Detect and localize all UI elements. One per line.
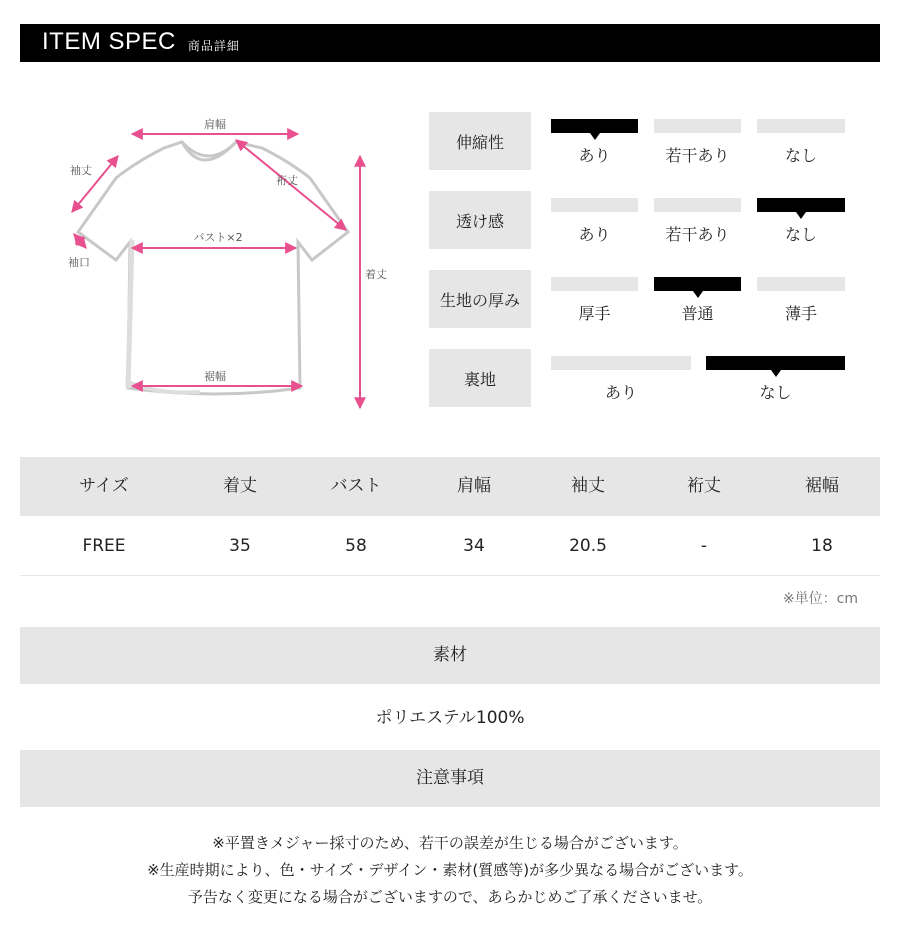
option-text: 薄手 (784, 304, 817, 323)
option-text: なし (759, 383, 792, 402)
size-cell: 20.5 (569, 536, 607, 556)
material-heading: 素材 (20, 627, 880, 684)
option-bar (551, 198, 638, 212)
option-bar (654, 198, 741, 212)
tshirt-illustration (40, 100, 400, 420)
attr-option-selected (654, 277, 741, 323)
size-header-cell: 裾幅 (805, 476, 839, 496)
option-bar (551, 356, 691, 370)
tshirt-outline (78, 142, 348, 394)
attr-option (551, 277, 638, 323)
attr-lining (429, 349, 881, 407)
option-text: あり (578, 225, 611, 244)
unit-note: ※単位：cm (782, 591, 858, 607)
attr-stretch (429, 112, 881, 170)
option-text: 普通 (681, 304, 714, 323)
label-bust: バスト×2 (193, 231, 243, 244)
option-bar (757, 119, 845, 133)
notes-text (20, 830, 880, 911)
table-row (20, 516, 880, 576)
spec-subtitle: 商品詳細 (187, 39, 240, 53)
label-hem: 裾幅 (204, 370, 226, 383)
attr-sheerness (429, 191, 881, 249)
attr-option-selected (551, 119, 638, 165)
size-cell: 18 (811, 536, 833, 556)
size-cell: 35 (229, 536, 251, 556)
attr-option (654, 119, 741, 165)
attr-thickness (429, 270, 881, 328)
note-line: ※生産時期により、色・サイズ・デザイン・素材(質感等)が多少異なる場合がございます。 (147, 861, 753, 879)
size-header-cell: バスト (330, 476, 382, 496)
option-bar (654, 119, 741, 133)
option-bar (654, 277, 741, 291)
attr-option (551, 198, 638, 244)
option-text: あり (604, 383, 637, 402)
option-text: 厚手 (578, 304, 611, 323)
note-line: 予告なく変更になる場合がございますので、あらかじめご了承くださいませ。 (187, 888, 713, 906)
option-text: 若干あり (665, 146, 730, 165)
attr-option (757, 119, 845, 165)
attr-label: 伸縮性 (429, 112, 531, 170)
option-text: なし (784, 146, 817, 165)
option-text: なし (784, 225, 817, 244)
label-yuki: 裄丈 (276, 174, 298, 187)
option-text: 若干あり (665, 225, 730, 244)
option-bar (757, 198, 845, 212)
option-bar (551, 119, 638, 133)
note-line: ※平置きメジャー採寸のため、若干の誤差が生じる場合がございます。 (212, 834, 688, 852)
attr-label: 透け感 (429, 191, 531, 249)
spec-title: ITEM SPEC (42, 28, 176, 55)
spec-header (20, 24, 880, 62)
notes-heading: 注意事項 (20, 750, 880, 807)
garment-diagram (40, 100, 400, 420)
size-cell: 58 (345, 536, 367, 556)
material-value: ポリエステル100% (375, 708, 525, 728)
option-text: あり (578, 146, 611, 165)
attr-option-selected (757, 198, 845, 244)
size-header-cell: 裄丈 (687, 476, 721, 496)
option-bar (757, 277, 845, 291)
size-cell: 34 (463, 536, 485, 556)
attr-label: 裏地 (429, 349, 531, 407)
attr-option (654, 198, 741, 244)
attr-label: 生地の厚み (429, 270, 531, 328)
label-sleeve-length: 袖丈 (70, 164, 92, 177)
size-header-cell: 着丈 (223, 476, 257, 496)
label-length: 着丈 (365, 268, 387, 281)
option-bar (706, 356, 845, 370)
size-cell: - (700, 536, 708, 556)
attr-option (757, 277, 845, 323)
size-header-cell: 肩幅 (457, 476, 491, 496)
label-cuff: 袖口 (68, 256, 90, 269)
size-header-cell: サイズ (79, 476, 129, 496)
attr-option-selected (706, 356, 845, 402)
size-table-header (20, 457, 880, 516)
option-bar (551, 277, 638, 291)
size-header-cell: 袖丈 (571, 476, 605, 496)
attr-option (551, 356, 691, 402)
label-shoulder: 肩幅 (204, 118, 226, 131)
size-cell: FREE (82, 536, 126, 556)
